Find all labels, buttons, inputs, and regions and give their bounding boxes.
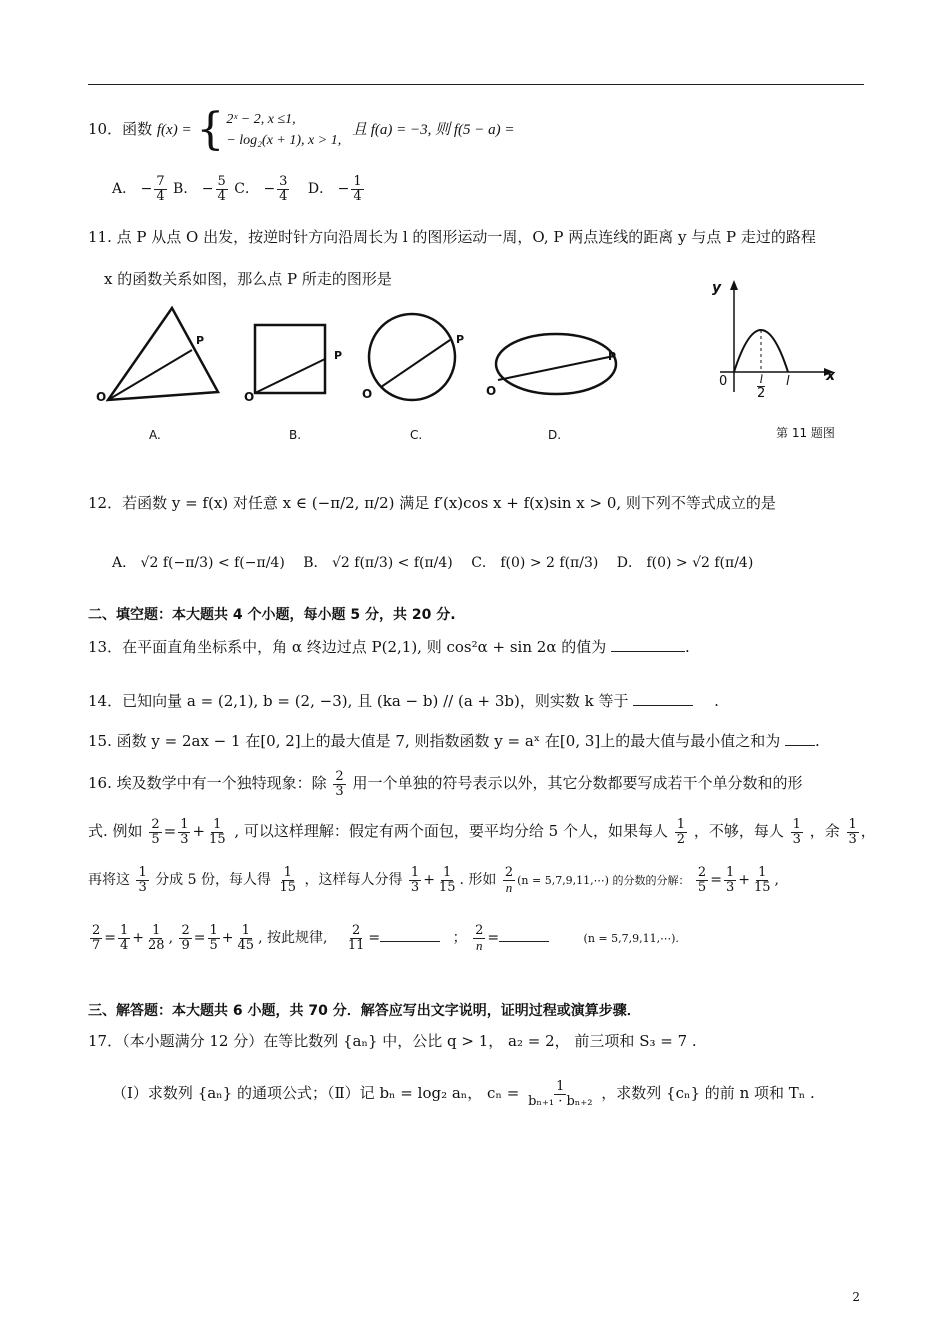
q16-blank-2[interactable] <box>499 940 549 942</box>
figure-a-triangle <box>108 308 218 400</box>
figure-a-label: A. <box>149 428 161 442</box>
q10-option-d: $\frac{1}{4}$ <box>353 174 362 204</box>
q10-case2: − log₂(x + 1), x > 1, <box>226 133 342 148</box>
graph-caption: 第 11 题图 <box>776 426 835 440</box>
q14-blank[interactable] <box>633 704 693 706</box>
graph-y-axis-label: y <box>712 280 722 296</box>
q12-option-a: A． √2 f(−π/3) < f(−π/4) <box>112 555 285 571</box>
figure-c-point: P <box>456 333 465 346</box>
q16-line1: 16. 埃及数学中有一个独特现象：除 $\frac{2}{3}$ 用一个单独的符号表示以外，其它分数都要写成若干个单分数和的形 <box>88 769 803 799</box>
graph-l-label: l <box>786 374 790 389</box>
graph-half-label: $\frac{l}{2}$ <box>757 371 766 401</box>
q12-stem: 12．若函数 y = f(x) 对任意 x ∈ (−π/2, π/2) 满足 f′(x)cos x + f(x)sin x > 0, 则下列不等式成立的是 <box>88 494 776 512</box>
q10-piecewise <box>196 104 342 155</box>
figure-b-label: B. <box>289 428 302 442</box>
q10-option-b-label: B． <box>173 181 198 198</box>
figure-b-point: P <box>334 349 343 362</box>
q16-line4: $\frac{2}{7}$ = $\frac{1}{4}$ + $\frac{1}{28}$ , $\frac{2}{9}$ = $\frac{1}{5}$ + $\frac{1}{45}$ , 按此规律, $\frac{2}{11}$ = ； $\frac{2}{n}$ = (n = 5,7,9,11,⋯). <box>92 923 679 953</box>
q10-option-d-label: D． <box>307 181 334 198</box>
figure-c-label: C. <box>410 428 423 442</box>
q14-text: 14．已知向量 a = (2,1), b = (2, −3), 且 (ka − b) // (a + 3b)，则实数 k 等于 <box>88 692 629 710</box>
figure-b-origin: O <box>244 390 255 404</box>
q15-blank[interactable] <box>785 744 815 746</box>
question-14: 14．已知向量 a = (2,1), b = (2, −3), 且 (ka − b) // (a + 3b)，则实数 k 等于 . <box>88 692 719 710</box>
q12-option-c: C． f(0) > 2 f(π/3) <box>471 555 599 571</box>
figure-c-origin: O <box>362 387 373 401</box>
q10-brace: { <box>196 104 225 155</box>
figure-a-origin: O <box>96 390 107 404</box>
page-number: 2 <box>852 1290 860 1304</box>
q16-blank-1[interactable] <box>380 940 440 942</box>
q11-line2: x 的函数关系如图，那么点 P 所走的图形是 <box>104 270 392 288</box>
graph-origin-label: 0 <box>719 374 728 389</box>
section-2-heading: 二、填空题：本大题共 4 个小题，每小题 5 分，共 20 分. <box>88 607 456 623</box>
figure-d-label: D. <box>548 428 562 442</box>
q16-line2: 式. 例如 $\frac{2}{5}$ = $\frac{1}{3}$ + $\frac{1}{15}$ , 可以这样理解：假定有两个面包，要平均分给 5 个人，如果每人 $\frac{1}{2}$ ，不够，每人 $\frac{1}{3}$ ，余 $\frac{1}{3}$ ， <box>88 817 876 847</box>
q11-shape-figures <box>88 300 668 420</box>
figure-d-origin: O <box>486 384 497 398</box>
q12-options <box>112 552 753 572</box>
question-15: 15. 函数 y = 2ax − 1 在[0, 2]上的最大值是 7, 则指数函数 y = aˣ 在[0, 3]上的最大值与最小值之和为 . <box>88 732 820 750</box>
figure-b-square <box>255 325 325 393</box>
graph-x-axis-label: x <box>826 368 836 384</box>
q17-line1: 17．（本小题满分 12 分）在等比数列 {aₙ} 中，公比 q > 1， a₂ = 2， 前三项和 S₃ = 7 . <box>88 1032 697 1050</box>
q10-option-a: $\frac{7}{4}$ <box>156 174 165 204</box>
q10-option-a-label: A． <box>112 181 137 198</box>
q15-text: 15. 函数 y = 2ax − 1 在[0, 2]上的最大值是 7, 则指数函数 y = aˣ 在[0, 3]上的最大值与最小值之和为 <box>88 732 781 750</box>
q10-option-c: $\frac{3}{4}$ <box>279 174 288 204</box>
q13-text: 13．在平面直角坐标系中，角 α 终边过点 P(2,1), 则 cos²α + sin 2α 的值为 <box>88 638 607 656</box>
q12-option-b: B． √2 f(π/3) < f(π/4) <box>303 555 453 571</box>
figure-c-circle <box>369 314 455 400</box>
q16-line3: 再将这 $\frac{1}{3}$ 分成 5 份，每人得 $\frac{1}{15}$ ，这样每人分得 $\frac{1}{3}$ + $\frac{1}{15}$ . 形如 $\frac{2}{n}$ (n = 5,7,9,11,⋯) 的分数的分解： $\frac{2}{5}$ = $\frac{1}{3}$ + $\frac{1}{15}$ , <box>88 865 779 895</box>
q12-option-d: D． f(0) > √2 f(π/4) <box>616 555 754 571</box>
q10-option-b: $\frac{5}{4}$ <box>217 174 226 204</box>
figure-a-point: P <box>196 334 205 347</box>
question-10 <box>88 104 515 155</box>
q10-condition: 且 f(a) = −3, 则 f(5 − a) = <box>351 122 515 138</box>
q10-function: f(x) = <box>156 122 192 138</box>
q13-blank[interactable] <box>611 650 685 652</box>
q10-case1: 2ˣ − 2, x ≤1, <box>226 112 296 127</box>
question-13: 13．在平面直角坐标系中，角 α 终边过点 P(2,1), 则 cos²α + sin 2α 的值为 . <box>88 638 690 656</box>
q11-line1: 11. 点 P 从点 O 出发，按逆时针方向沿周长为 l 的图形运动一周，O, P 两点连线的距离 y 与点 P 走过的路程 <box>88 228 816 246</box>
q10-prefix: 10．函数 <box>88 120 153 138</box>
q17-line2: （Ⅰ）求数列 {aₙ} 的通项公式；（Ⅱ）记 bₙ = log₂ aₙ， cₙ = $\frac{1}{\text{bₙ₊₁ · bₙ₊₂}}$ ，求数列 {cₙ} 的前 n 项和 Tₙ . <box>112 1079 815 1109</box>
figure-d-ellipse <box>496 334 616 394</box>
figure-d-point: P <box>608 350 617 363</box>
header-rule <box>88 84 864 85</box>
q10-option-c-label: C． <box>234 181 259 198</box>
section-3-heading: 三、解答题：本大题共 6 小题，共 70 分．解答应写出文字说明，证明过程或演算步骤． <box>88 1003 641 1019</box>
q10-options: A． − $\frac{7}{4}$ B． − $\frac{5}{4}$ C． − $\frac{3}{4}$ D． − $\frac{1}{4}$ <box>112 174 362 204</box>
